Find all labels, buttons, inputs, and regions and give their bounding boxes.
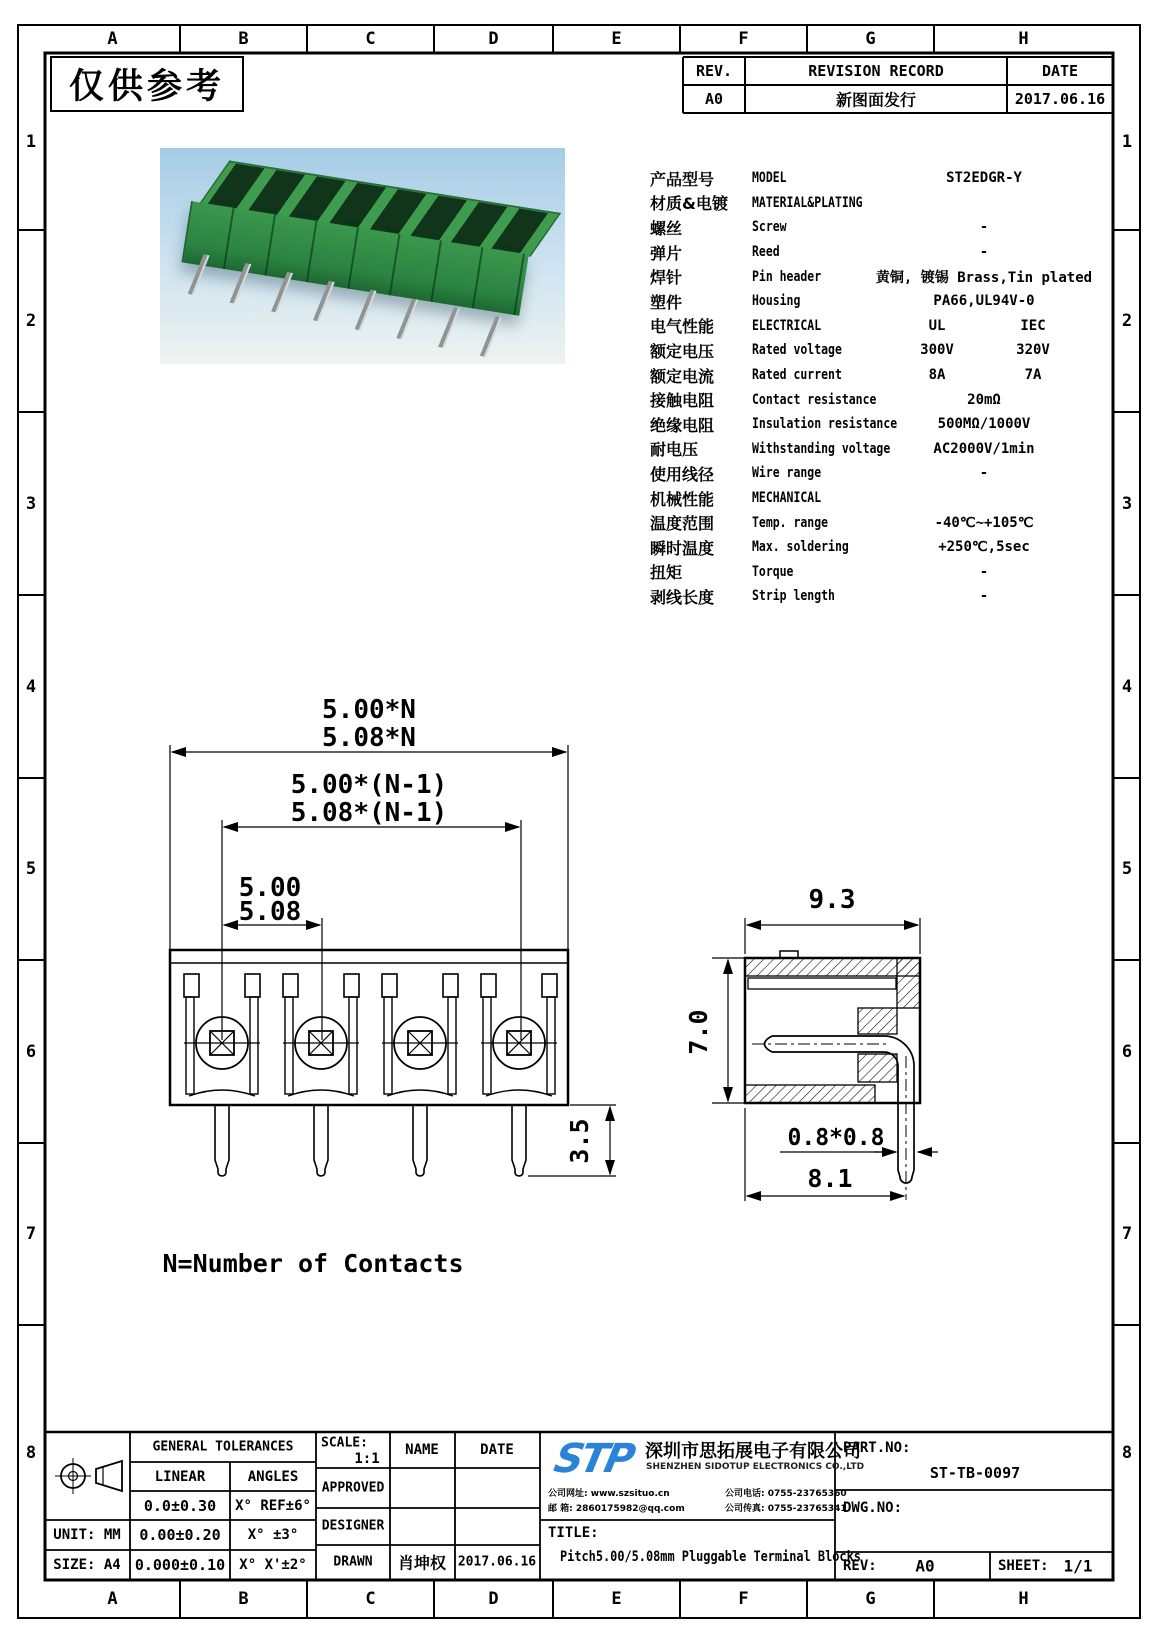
spec-value: 黄铜, 镀锡 Brass,Tin plated [875, 269, 1093, 286]
spec-label-en: Rated voltage [752, 342, 842, 359]
spec-value: ST2EDGR-Y [946, 170, 1022, 187]
spec-label-en: MATERIAL&PLATING [752, 194, 863, 211]
spec-row [650, 486, 1080, 511]
spec-label-cn: 耐电压 [650, 440, 699, 460]
grid-col-label: B [238, 1589, 249, 1609]
grid-row-label: 8 [1121, 1442, 1133, 1463]
side-view [712, 918, 938, 1201]
grid-col-label: D [488, 1589, 499, 1609]
grid-row-label: 3 [1121, 493, 1133, 514]
company-phone [725, 1486, 847, 1499]
linear-tolerance-2: 0.00±0.20 [139, 1526, 221, 1544]
grid-col-label: H [1018, 1589, 1029, 1609]
grid-row-label: 2 [25, 311, 37, 331]
stamp-text: 仅供参考 [68, 67, 225, 107]
reference-only-stamp [50, 56, 244, 112]
spec-value: - [979, 588, 989, 605]
drawn-date: 2017.06.16 [457, 1554, 537, 1570]
date-column-header: DATE [480, 1442, 514, 1458]
spec-label-en: Pin header [752, 268, 822, 285]
scale-label: SCALE: [321, 1435, 368, 1451]
spec-label-en: Withstanding voltage [752, 440, 891, 457]
spec-row [650, 289, 1080, 314]
spec-label-en: Temp. range [752, 514, 829, 531]
general-tolerances-title: GENERAL TOLERANCES [152, 1439, 294, 1455]
spec-value: AC2000V/1min [933, 440, 1035, 457]
company-email [548, 1501, 685, 1514]
company-logo: STP [550, 1436, 637, 1482]
spec-value: 500MΩ/1000V [937, 416, 1031, 433]
rev-label: REV: [843, 1558, 877, 1574]
spec-label-cn: 剥线长度 [650, 587, 715, 607]
spec-row [650, 510, 1080, 535]
revision-description: 新图面发行 [835, 90, 917, 110]
grid-row-label: 8 [25, 1442, 37, 1463]
grid-row-label: 6 [1121, 1041, 1133, 1062]
dwg-no-label: DWG.NO: [843, 1500, 903, 1516]
dim-pitch-a: 5.00 [238, 873, 302, 903]
size-label: SIZE: A4 [53, 1557, 121, 1573]
part-no-label: PART.NO: [843, 1440, 911, 1456]
dim-side-height: 7.0 [684, 1009, 713, 1055]
spec-row [650, 560, 1080, 585]
drawn-label: DRAWN [333, 1554, 373, 1570]
grid-col-label: A [107, 1589, 118, 1609]
spec-row [650, 363, 1080, 388]
spec-label-cn: 焊针 [650, 268, 683, 288]
revision-date: 2017.06.16 [1014, 90, 1106, 108]
spec-label-cn: 塑件 [650, 292, 683, 312]
linear-tolerance-1: 0.0±0.30 [143, 1497, 217, 1515]
scale-value: 1:1 [354, 1451, 380, 1467]
terminal-block-image [178, 156, 542, 339]
spec-label-en: Strip length [752, 588, 835, 605]
part-no-value: ST-TB-0097 [929, 1464, 1021, 1482]
grid-col-label: H [1018, 29, 1029, 49]
spec-label-en: Wire range [752, 465, 822, 482]
grid-row-label: 7 [25, 1224, 37, 1244]
rev-header: REV. [695, 62, 733, 80]
designer-label: DESIGNER [321, 1518, 385, 1534]
contacts-note: N=Number of Contacts [162, 1249, 464, 1278]
spec-label-cn: 温度范围 [650, 514, 715, 534]
rev-final-value: A0 [915, 1556, 935, 1576]
name-header: NAME [405, 1442, 439, 1458]
spec-value-ul: UL [928, 317, 946, 334]
spec-label-cn: 机械性能 [650, 489, 715, 509]
angle-tolerance-1: X° REF±6° [235, 1498, 311, 1514]
spec-label-en: Reed [752, 244, 780, 261]
spec-label-en: Housing [752, 293, 801, 310]
email-value: 2860175982@qq.com [575, 1504, 685, 1514]
spec-label-en: MODEL [752, 170, 787, 187]
spec-value: 20mΩ [967, 391, 1001, 408]
spec-table [650, 166, 1093, 609]
grid-col-label: F [738, 1589, 749, 1609]
grid-row-label: 1 [25, 131, 37, 152]
spec-label-cn: 产品型号 [650, 169, 715, 189]
linear-header: LINEAR [154, 1469, 206, 1485]
spec-label-en: ELECTRICAL [752, 317, 822, 334]
spec-label-cn: 额定电压 [650, 341, 715, 361]
spec-value: PA66,UL94V-0 [933, 293, 1035, 310]
company-fax [725, 1501, 847, 1514]
date-header: DATE [1041, 62, 1079, 80]
dim-side-width: 9.3 [808, 885, 856, 915]
spec-row [650, 412, 1080, 437]
grid-col-label: C [365, 1589, 376, 1609]
grid-col-label: E [611, 1589, 622, 1609]
spec-label-cn: 瞬时温度 [650, 538, 715, 558]
spec-value: +250℃,5sec [938, 539, 1030, 556]
spec-row [650, 461, 1080, 486]
spec-row [650, 437, 1080, 462]
spec-label-en: Insulation resistance [752, 416, 898, 433]
spec-label-cn: 材质&电镀 [650, 194, 728, 214]
dim-inner-a: 5.00*(N-1) [290, 770, 448, 800]
spec-row [650, 314, 1080, 339]
dim-pitch-b: 5.08 [238, 897, 302, 927]
spec-value: - [979, 219, 989, 236]
drawn-name: 肖坤权 [397, 1553, 447, 1573]
spec-row [650, 215, 1080, 240]
title-label: TITLE: [548, 1525, 599, 1541]
dim-pin-offset: 8.1 [807, 1164, 853, 1193]
grid-row-label: 4 [1121, 676, 1133, 697]
spec-row [650, 264, 1093, 289]
spec-label-cn: 使用线径 [650, 464, 715, 484]
sheet-label: SHEET: [998, 1558, 1049, 1574]
website-label: 公司网址: [548, 1489, 588, 1499]
fax-value: 0755-23765341 [767, 1504, 847, 1514]
grid-row-label: 5 [1121, 859, 1133, 879]
spec-label-cn: 额定电流 [650, 366, 715, 386]
grid-row-label: 5 [25, 859, 37, 879]
spec-label-cn: 接触电阻 [650, 391, 715, 411]
grid-col-label: D [488, 29, 499, 49]
spec-row [650, 191, 1080, 216]
spec-value: - [979, 244, 989, 261]
grid-row-label: 7 [1121, 1224, 1133, 1244]
spec-label-en: Torque [752, 563, 794, 580]
grid-col-label: E [611, 29, 622, 49]
spec-row [650, 584, 1080, 609]
unit-label: UNIT: MM [53, 1527, 121, 1543]
dim-overall-b: 5.08*N [322, 723, 416, 753]
grid-row-label: 2 [1121, 311, 1133, 331]
company-website [548, 1486, 670, 1499]
website-value: www.szsituo.cn [590, 1489, 670, 1499]
spec-row [650, 240, 1080, 265]
spec-row [650, 338, 1080, 363]
dim-inner-b: 5.08*(N-1) [290, 798, 448, 828]
company-name-cn: 深圳市思拓展电子有限公司 [645, 1441, 861, 1462]
grid-col-label: F [738, 29, 749, 49]
revision-record-header: REVISION RECORD [808, 62, 944, 80]
dim-pin-square: 0.8*0.8 [787, 1125, 885, 1151]
email-label: 邮 箱: [548, 1504, 573, 1514]
angle-tolerance-3: X° X'±2° [239, 1557, 307, 1573]
linear-tolerance-3: 0.000±0.10 [134, 1556, 226, 1574]
dim-overall-a: 5.00*N [322, 695, 416, 725]
spec-value-ul: 8A [928, 367, 946, 384]
spec-label-cn: 螺丝 [650, 218, 683, 238]
spec-label-cn: 弹片 [650, 243, 683, 263]
phone-value: 0755-23765360 [767, 1489, 847, 1499]
phone-label: 公司电话: [725, 1489, 765, 1499]
spec-value-iec: 320V [1016, 342, 1050, 359]
grid-row-label: 6 [25, 1041, 37, 1062]
product-photo [160, 148, 565, 364]
spec-label-en: Rated current [752, 367, 842, 384]
sheet-value: 1/1 [1063, 1556, 1093, 1576]
spec-row [650, 387, 1080, 412]
spec-value: - [979, 465, 989, 482]
spec-label-en: Screw [752, 219, 787, 236]
spec-row [650, 166, 1080, 191]
rev-value: A0 [704, 90, 724, 108]
grid-col-label: B [238, 29, 249, 49]
spec-label-cn: 扭矩 [650, 563, 683, 583]
grid-col-label: G [865, 1589, 876, 1609]
angles-header: ANGLES [247, 1469, 299, 1485]
grid-col-label: G [865, 29, 876, 49]
approved-label: APPROVED [321, 1480, 385, 1496]
spec-label-cn: 绝缘电阻 [650, 415, 715, 435]
grid-col-label: C [365, 29, 376, 49]
spec-label-en: MECHANICAL [752, 490, 822, 507]
fax-label: 公司传真: [725, 1504, 765, 1514]
company-name-en: SHENZHEN SIDOTUP ELECTRONICS CO.,LTD [646, 1462, 865, 1472]
drawing-title: Pitch5.00/5.08mm Pluggable Terminal Blocks [560, 1549, 861, 1565]
grid-row-label: 3 [25, 493, 37, 514]
angle-tolerance-2: X° ±3° [247, 1527, 299, 1543]
grid-col-label: A [107, 29, 118, 49]
dim-pin-length: 3.5 [565, 1118, 594, 1164]
spec-label-en: Contact resistance [752, 391, 877, 408]
spec-value: - [979, 563, 989, 580]
spec-value-ul: 300V [920, 342, 954, 359]
spec-label-en: Max. soldering [752, 539, 849, 556]
spec-value-iec: 7A [1024, 367, 1042, 384]
grid-row-label: 1 [1121, 131, 1133, 152]
projection-symbol [55, 1458, 122, 1494]
grid-row-label: 4 [25, 676, 37, 697]
spec-label-cn: 电气性能 [650, 317, 715, 337]
spec-value-iec: IEC [1020, 317, 1046, 334]
spec-value: -40℃~+105℃ [934, 514, 1034, 531]
spec-row [650, 535, 1080, 560]
